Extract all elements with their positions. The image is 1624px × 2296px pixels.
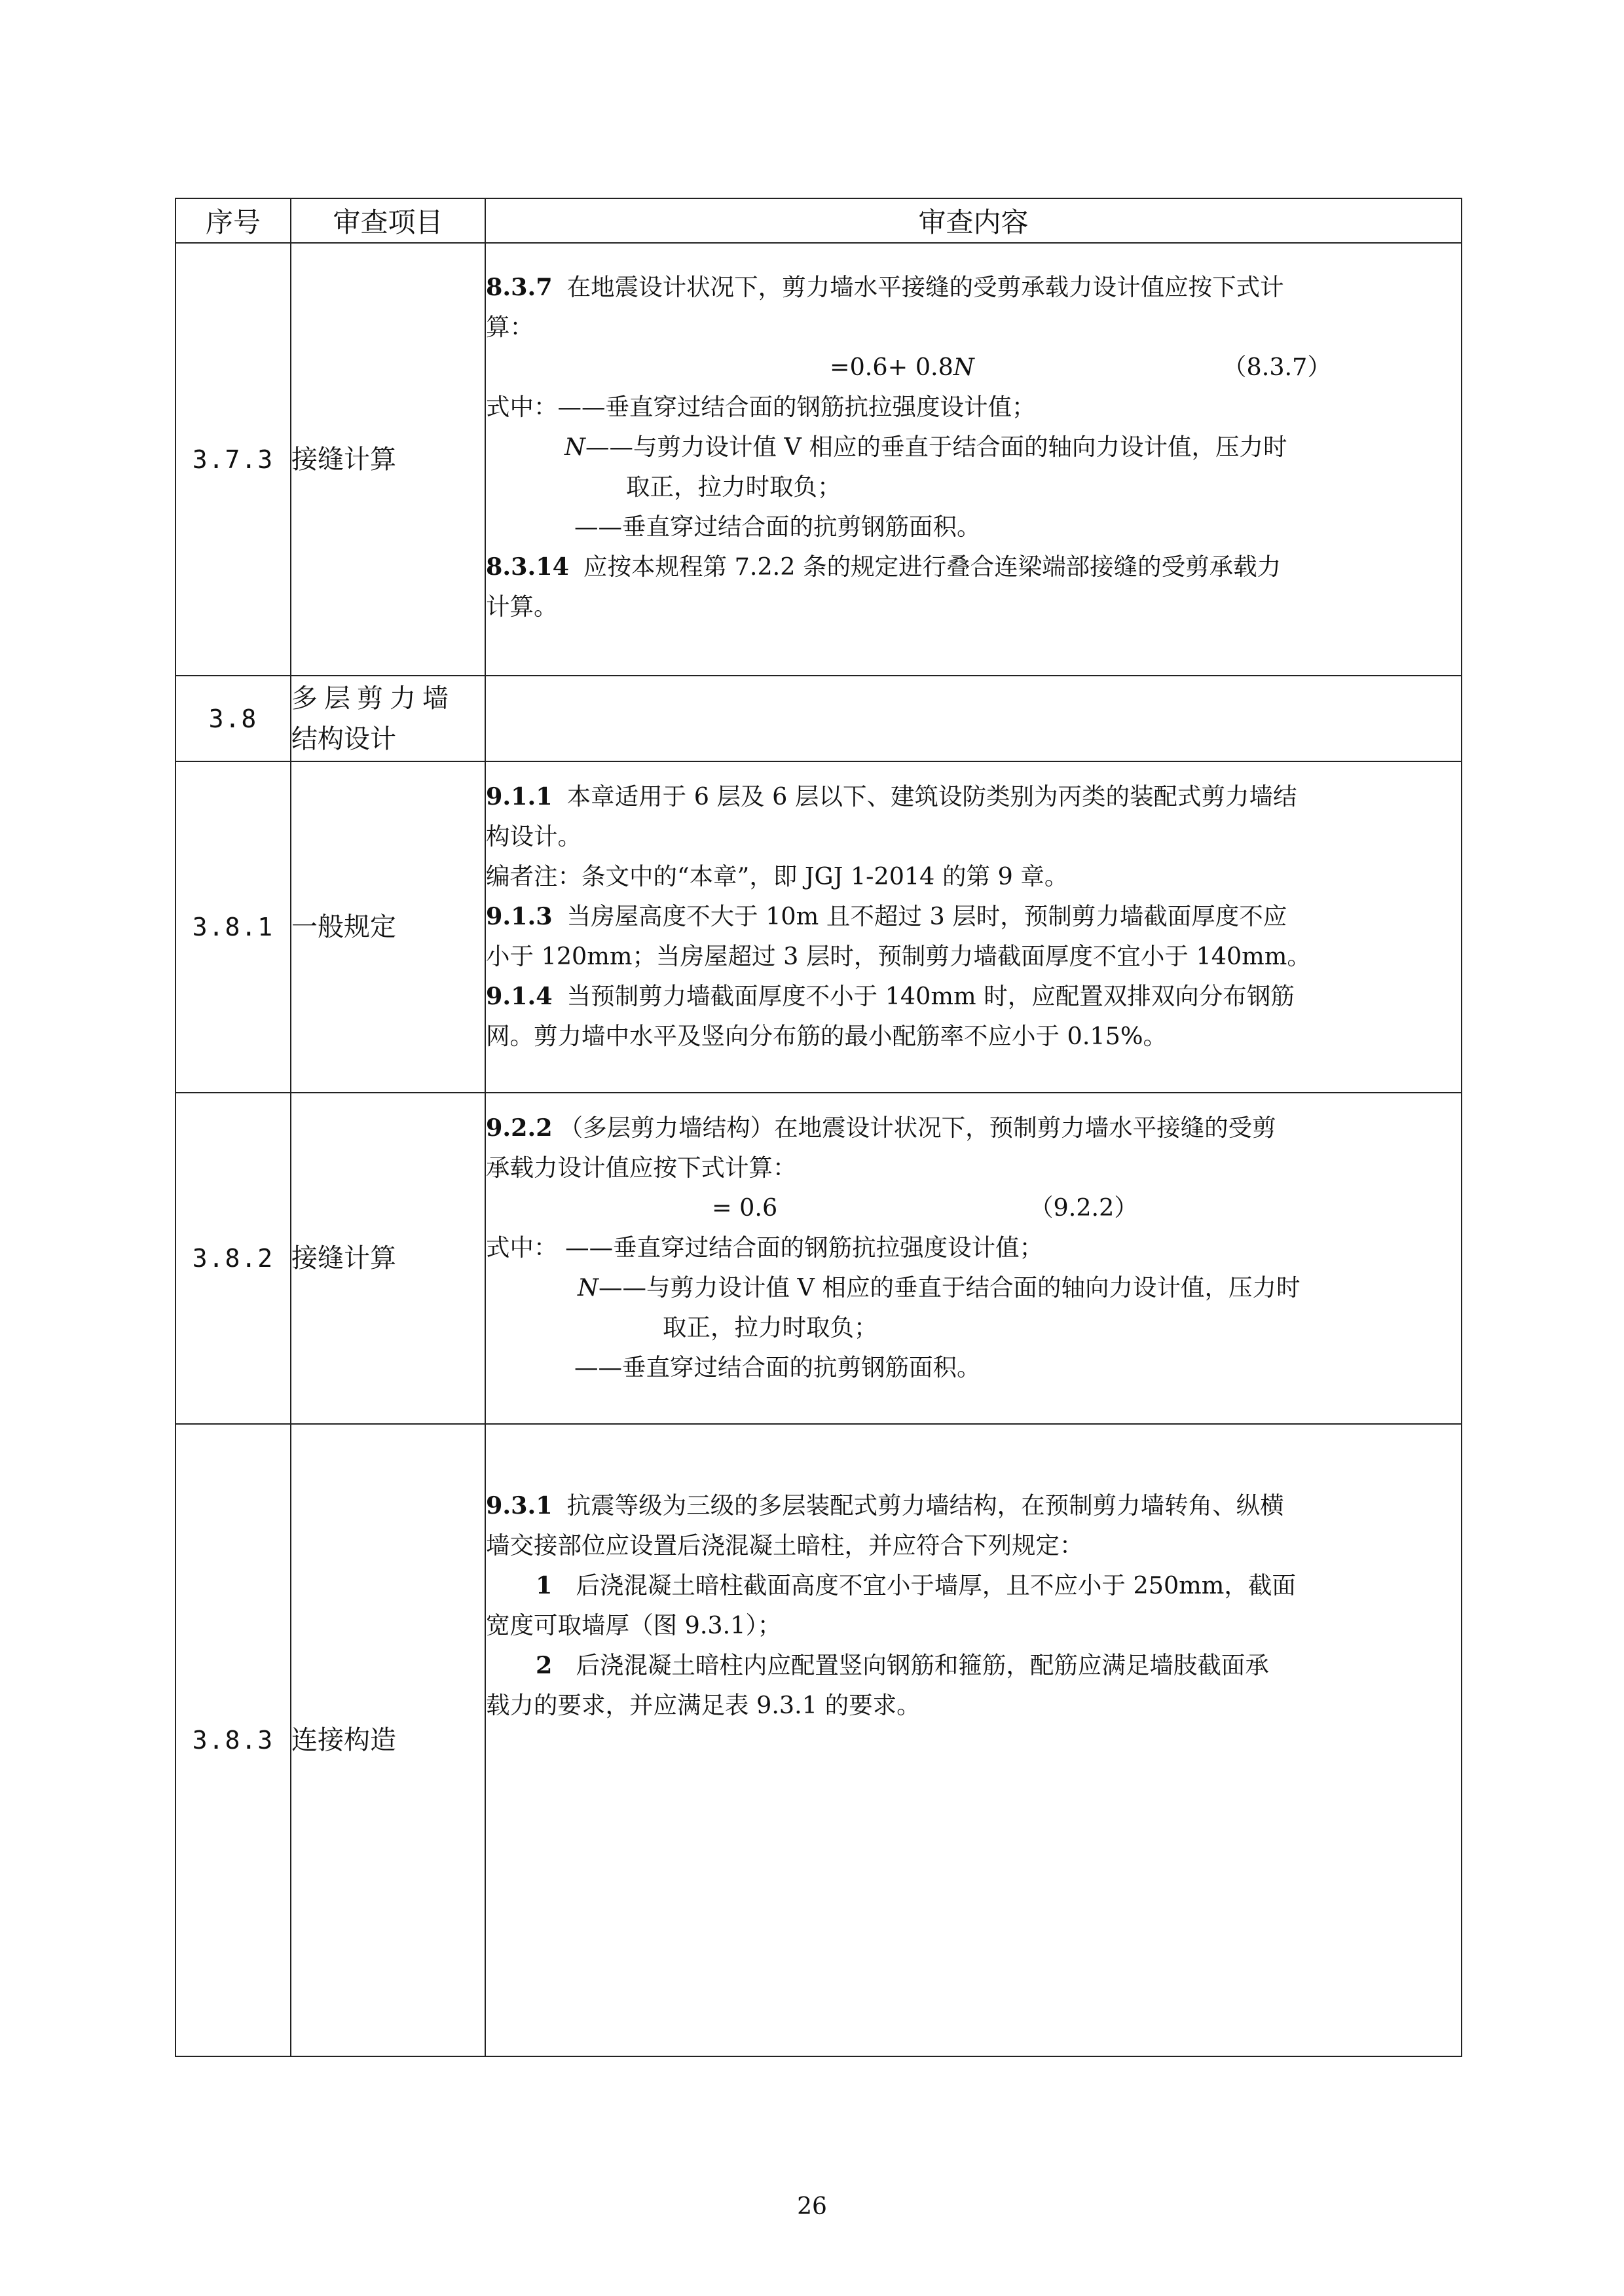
clause-item: 2 后浇混凝土暗柱内应配置竖向钢筋和箍筋，配筋应满足墙肢截面承: [536, 1651, 1269, 1679]
clause-line: 8.3.14 应按本规程第 7.2.2 条的规定进行叠合连梁端部接缝的受剪承载力: [486, 553, 1282, 581]
item-number: 1: [536, 1571, 553, 1599]
clause-line: N——与剪力设计值 V 相应的垂直于结合面的轴向力设计值，压力时: [564, 433, 1287, 461]
clause-line: 载力的要求，并应满足表 9.3.1 的要求。: [486, 1691, 921, 1719]
clause-line: 9.3.1 抗震等级为三级的多层装配式剪力墙结构，在预制剪力墙转角、纵横: [486, 1491, 1284, 1520]
formula-number: （8.3.7）: [1223, 353, 1331, 381]
clause-line: ——垂直穿过结合面的抗剪钢筋面积。: [574, 1353, 981, 1381]
clause-line: 小于 120mm；当房屋超过 3 层时，预制剪力墙截面厚度不宜小于 140mm。: [486, 942, 1311, 970]
row-content: [485, 1424, 1462, 2056]
row-item: 连接构造: [291, 1424, 485, 2056]
table-row: [175, 761, 1462, 1093]
row-seq: 3.7.3: [175, 243, 291, 676]
formula-number: （9.2.2）: [1029, 1194, 1138, 1222]
table-row: [175, 1093, 1462, 1424]
clause-line: 8.3.7 在地震设计状况下，剪力墙水平接缝的受剪承载力设计值应按下式计: [486, 273, 1284, 301]
header-content: 审查内容: [485, 198, 1462, 243]
clause-line: ——垂直穿过结合面的抗剪钢筋面积。: [574, 513, 981, 541]
clause-item: 1 后浇混凝土暗柱截面高度不宜小于墙厚，且不应小于 250mm，截面: [536, 1571, 1296, 1599]
clause-line: 取正，拉力时取负；: [626, 473, 841, 501]
row-seq: 3.8.1: [175, 761, 291, 1093]
row-item: 多层剪力墙 结构设计: [291, 676, 485, 761]
row-seq: 3.8: [175, 676, 291, 761]
clause-number: 9.1.1: [486, 782, 553, 811]
clause-line: 9.1.4 当预制剪力墙截面厚度不小于 140mm 时，应配置双排双向分布钢筋: [486, 982, 1295, 1010]
clause-line: 墙交接部位应设置后浇混凝土暗柱，并应符合下列规定：: [486, 1531, 1084, 1559]
clause-line: 算：: [486, 313, 534, 341]
clause-line: 9.2.2 （多层剪力墙结构）在地震设计状况下，预制剪力墙水平接缝的受剪: [486, 1114, 1276, 1142]
clause-line: 9.1.3 当房屋高度不大于 10m 且不超过 3 层时，预制剪力墙截面厚度不应: [486, 902, 1287, 930]
clause-line: N——与剪力设计值 V 相应的垂直于结合面的轴向力设计值，压力时: [578, 1273, 1301, 1302]
clause-number: 9.1.3: [486, 902, 553, 930]
row-item: 接缝计算: [291, 243, 485, 676]
clause-number: 8.3.7: [486, 273, 553, 301]
row-seq: 3.8.2: [175, 1093, 291, 1424]
formula: = 0.6 （9.2.2）: [486, 1188, 1461, 1228]
review-table: [175, 198, 1462, 2057]
clause-line: 计算。: [486, 592, 558, 621]
table-row: [175, 1424, 1462, 2056]
header-seq: 序号: [175, 198, 291, 243]
clause-number: 9.1.4: [486, 982, 553, 1010]
page-number: 26: [797, 2193, 827, 2220]
item-number: 2: [536, 1651, 553, 1679]
clause-number: 9.3.1: [486, 1491, 553, 1520]
clause-line: 网。剪力墙中水平及竖向分布筋的最小配筋率不应小于 0.15%。: [486, 1022, 1168, 1050]
row-content: [485, 676, 1462, 761]
clause-line: 宽度可取墙厚（图 9.3.1）；: [486, 1611, 782, 1639]
table-row: [175, 243, 1462, 676]
clause-number: 8.3.14: [486, 553, 570, 581]
clause-line: 承载力设计值应按下式计算：: [486, 1154, 797, 1182]
editor-note: 编者注：条文中的“本章”，即 JGJ 1-2014 的第 9 章。: [486, 862, 1069, 890]
row-content: [485, 243, 1462, 676]
row-content: [485, 761, 1462, 1093]
clause-line: 取正，拉力时取负；: [663, 1313, 878, 1341]
header-item: 审查项目: [291, 198, 485, 243]
clause-number: 9.2.2: [486, 1114, 553, 1142]
row-content: [485, 1093, 1462, 1424]
table-header-row: [175, 198, 1462, 243]
clause-line: 式中：——垂直穿过结合面的钢筋抗拉强度设计值；: [486, 393, 1036, 421]
formula: =0.6+ 0.8N （8.3.7）: [486, 347, 1461, 387]
row-item: 一般规定: [291, 761, 485, 1093]
clause-line: 9.1.1 本章适用于 6 层及 6 层以下、建筑设防类别为丙类的装配式剪力墙结: [486, 782, 1297, 811]
table-row: [175, 676, 1462, 761]
clause-line: 构设计。: [486, 822, 581, 850]
clause-line: 式中： ——垂直穿过结合面的钢筋抗拉强度设计值；: [486, 1233, 1044, 1262]
row-item: 接缝计算: [291, 1093, 485, 1424]
row-seq: 3.8.3: [175, 1424, 291, 2056]
